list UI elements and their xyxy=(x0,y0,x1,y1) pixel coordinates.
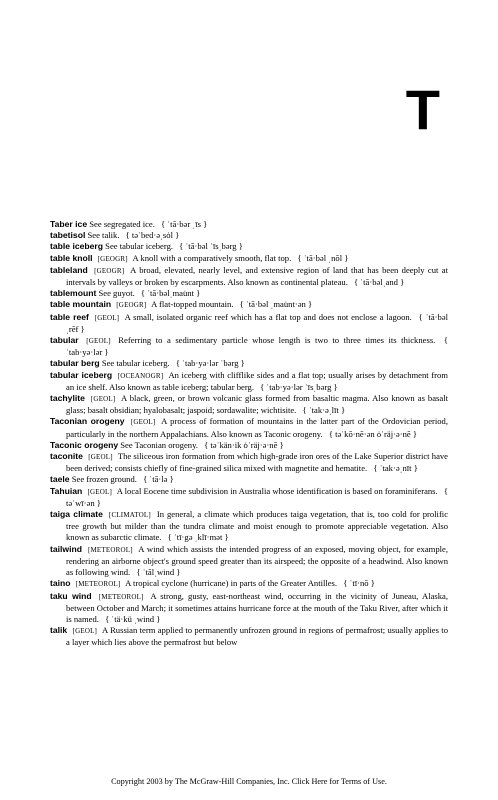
entry-definition: See Taconian orogeny. xyxy=(120,439,198,450)
entry-definition: In general, a climate which produces taiga vegetation, that is, too cold for prolific tree growth but milder than the tundra climate and moist enough to promote appreciable vegetation. Also known as subarctic climate. xyxy=(66,509,449,543)
entry-pronunciation: { ˈtab·yə·lər } xyxy=(66,335,448,358)
entry-definition: A small, isolated organic reef which has a flat top and does not enclose a lagoon. xyxy=(124,311,412,322)
dictionary-entry xyxy=(50,265,448,288)
dictionary-entry xyxy=(50,358,448,369)
entry-field-label: [GEOL] xyxy=(130,418,156,427)
dictionary-entry xyxy=(50,474,448,485)
entry-field-label: [GEOGR] xyxy=(116,301,147,310)
entry-headword: table knoll xyxy=(50,252,93,263)
entry-field-label: [GEOL] xyxy=(90,395,116,404)
entry-definition: A black, green, or brown volcanic glass formed from basaltic magma. Also known as basalt glass; basalt obsidian; hyalobasalt; jaspoid; sordawalite; wichtisite. xyxy=(66,393,448,416)
entry-headword: tabular xyxy=(50,335,79,346)
entry-definition: See talik. xyxy=(87,230,120,241)
entry-headword: tabular iceberg xyxy=(50,369,113,380)
entry-definition: Referring to a sedimentary particle whose length is two to three times its thickness. xyxy=(118,335,436,346)
dictionary-entry xyxy=(50,253,448,265)
entry-headword: tableland xyxy=(50,264,88,275)
dictionary-entry xyxy=(50,299,448,311)
entry-pronunciation: { ˈtī·nō } xyxy=(343,578,375,589)
dictionary-entry xyxy=(50,416,448,439)
entry-headword: tablemount xyxy=(50,288,97,299)
entry-pronunciation: { təˈbed·əˌsȯl } xyxy=(125,230,180,241)
entry-field-label: [GEOL] xyxy=(86,337,111,346)
dictionary-entry xyxy=(50,219,448,230)
entry-field-label: [OCEANOGR] xyxy=(117,371,164,380)
entry-definition: The siliceous iron formation from which high-grade iron ores of the Lake Superior district have been derived; consists chiefly of fine-grained silica mixed with magnetite and hematite. xyxy=(66,451,448,474)
entry-headword: tachylite xyxy=(50,393,85,404)
dictionary-entry xyxy=(50,312,448,335)
entry-pronunciation: { ˈtab·yə·lər ˈbərg } xyxy=(175,358,245,369)
entry-headword: table iceberg xyxy=(50,241,104,252)
entry-pronunciation: { ˈtā·bəl ˌmau̇nt·ən } xyxy=(239,299,313,310)
dictionary-entry xyxy=(50,440,448,451)
entry-pronunciation: { ˈtā·bəlˌmau̇nt } xyxy=(140,288,201,299)
entry-definition: A broad, elevated, nearly level, and extensive region of land that has been deeply cut at intervals by valleys or broken by escarpments. Also known as continental plateau. xyxy=(66,264,448,288)
dictionary-entry xyxy=(50,335,448,358)
entry-headword: Taconian orogeny xyxy=(50,416,125,427)
entry-headword: tabetisol xyxy=(50,230,86,241)
entry-pronunciation: { ˈtā·bəl ˌrēf } xyxy=(66,311,448,334)
section-letter: T xyxy=(405,78,440,141)
entry-headword: taku wind xyxy=(50,590,92,601)
entry-field-label: [METEOROL] xyxy=(87,545,133,554)
entry-headword: tailwind xyxy=(50,543,82,554)
entry-pronunciation: { ˈtä·kü ˌwind } xyxy=(105,613,161,624)
entry-pronunciation: { ˈtā·bəl ˈīsˌbərg } xyxy=(179,241,243,252)
entry-field-label: [GEOL] xyxy=(87,487,113,496)
entry-pronunciation: { ˈtā·bəlˌand } xyxy=(354,277,405,288)
entry-pronunciation: { ˈtak·əˌnīt } xyxy=(373,463,418,474)
entry-pronunciation: { təˈkō·nē·ən ȯˈräj·ə·nē } xyxy=(328,428,417,439)
entry-definition: See tabular iceberg. xyxy=(105,241,174,252)
entry-headword: table reef xyxy=(50,311,89,322)
entry-field-label: [GEOGR] xyxy=(94,266,125,275)
entry-field-label: [METEOROL] xyxy=(98,592,144,601)
dictionary-entry xyxy=(50,451,448,474)
entry-definition: See frozen ground. xyxy=(71,474,137,485)
entry-definition: A knoll with a comparatively smooth, flat top. xyxy=(132,252,292,263)
entry-definition: A flat-topped mountain. xyxy=(151,299,234,310)
entry-headword: Taber ice xyxy=(50,219,88,229)
entry-headword: tabular berg xyxy=(50,358,100,369)
entry-definition: An iceberg with clifflike sides and a flat top; usually arises by detachment from an ice shelf. Also known as table iceberg; tabular berg. xyxy=(66,369,448,392)
dictionary-entry xyxy=(50,578,448,590)
entry-pronunciation: { ˈtī·gə ˌklī·mət } xyxy=(167,532,229,543)
copyright-footer[interactable]: Copyright 2003 by The McGraw-Hill Companies, Inc. Click Here for Terms of Use. xyxy=(111,777,387,786)
dictionary-entry xyxy=(50,241,448,252)
dictionary-entry xyxy=(50,370,448,393)
dictionary-entry xyxy=(50,230,448,241)
entry-headword: taino xyxy=(50,578,71,589)
entry-headword: taconite xyxy=(50,451,83,462)
entry-headword: talik xyxy=(50,625,68,636)
entry-headword: Taconic orogeny xyxy=(50,439,119,450)
entry-definition: See guyot. xyxy=(98,288,135,299)
entry-definition: A tropical cyclone (hurricane) in parts of the Greater Antilles. xyxy=(125,578,338,589)
dictionary-entry xyxy=(50,544,448,579)
dictionary-entry xyxy=(50,509,448,544)
entry-pronunciation: { ˈtak·əˌlīt } xyxy=(302,405,346,416)
entry-definition: A process of formation of mountains in the latter part of the Ordovician period, particularly in the northern Appalachians. Also known as Taconic orogeny. xyxy=(66,416,448,439)
entry-field-label: [CLIMATOL] xyxy=(108,511,151,520)
dictionary-entry xyxy=(50,486,448,509)
dictionary-entries xyxy=(50,219,448,649)
entry-headword: taiga climate xyxy=(50,509,103,520)
entry-definition: A strong, gusty, east-northeast wind, occurring in the vicinity of Juneau, Alaska, between October and March; it sometimes attains hurricane force at the mouth of the Taku River, after which it is named. xyxy=(66,590,448,624)
entry-headword: Tahuian xyxy=(50,485,83,496)
dictionary-entry xyxy=(50,625,448,648)
entry-pronunciation: { ˈtā·bəl ˌnōl } xyxy=(297,252,349,263)
entry-headword: taele xyxy=(50,474,70,485)
dictionary-entry xyxy=(50,393,448,416)
dictionary-entry xyxy=(50,288,448,299)
entry-field-label: [GEOL] xyxy=(88,453,113,462)
entry-headword: table mountain xyxy=(50,299,112,310)
entry-pronunciation: { təˈwī·ən } xyxy=(66,485,448,508)
entry-field-label: [GEOL] xyxy=(72,627,98,636)
entry-pronunciation: { ˈtā·lə } xyxy=(143,474,174,485)
entry-definition: A wind which assists the intended progress of an exposed, moving object, for example, rendering an airborne object's ground speed greater than its airspeed; the opposite of a headwind. Also known as following wind. xyxy=(66,543,448,578)
entry-pronunciation: { təˈkän·ik ȯˈräj·ə·nē } xyxy=(204,439,284,450)
entry-definition: A local Eocene time subdivision in Australia whose identification is based on foraminiferans. xyxy=(116,485,438,496)
entry-field-label: [GEOGR] xyxy=(97,254,128,263)
entry-pronunciation: { ˈtā·bər ˌīs } xyxy=(161,219,208,229)
entry-definition: A Russian term applied to permanently unfrozen ground in regions of permafrost; usually applies to a layer which lies above the permafrost but below xyxy=(66,625,448,648)
entry-definition: See tabular iceberg. xyxy=(101,358,170,369)
entry-pronunciation: { ˈtab·yə·lər ˈīsˌbərg } xyxy=(260,381,338,392)
entry-field-label: [GEOL] xyxy=(94,313,120,322)
entry-definition: See segregated ice. xyxy=(89,219,155,229)
dictionary-entry xyxy=(50,591,448,626)
entry-pronunciation: { ˈtālˌwind } xyxy=(136,567,181,578)
entry-field-label: [METEOROL] xyxy=(75,580,121,589)
